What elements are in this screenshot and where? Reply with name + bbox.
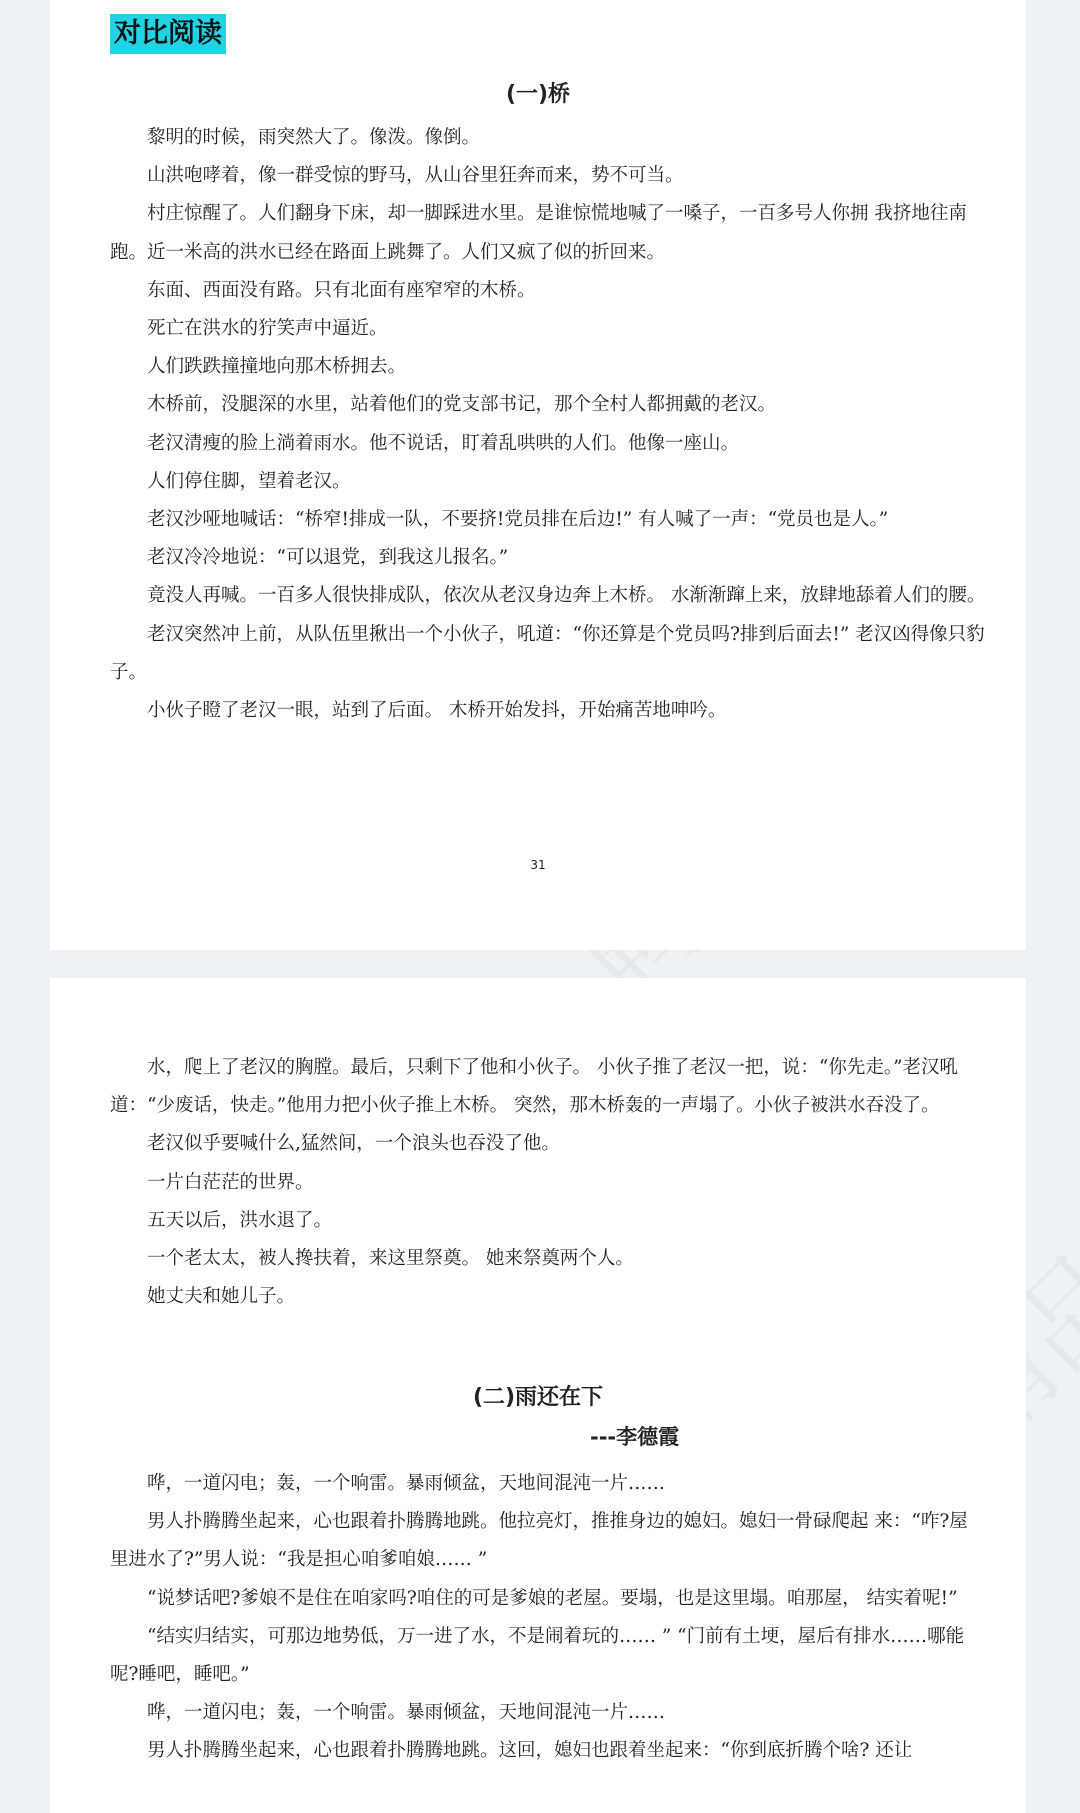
story-2-body	[110, 1465, 986, 1771]
paragraph: 哗，一道闪电；轰，一个响雷。暴雨倾盆，天地间混沌一片……	[147, 1473, 666, 1494]
paragraph: 东面、西面没有路。只有北面有座窄窄的木桥。	[147, 279, 536, 301]
page-number: 31	[530, 858, 546, 872]
paragraph: 老汉清瘦的脸上淌着雨水。他不说话，盯着乱哄哄的人们。他像一座山。	[147, 432, 740, 454]
paragraph: 她丈夫和她儿子。	[147, 1286, 296, 1308]
paragraph: 水，爬上了老汉的胸膛。最后，只剩下了他和小伙子。 小伙子推了老汉一把，说：“你先走。”老汉吼道：“少废话，快走。”他用力把小伙子推上木桥。 突然，那木桥轰的一声塌了。小伙子被洪水吞没了。	[110, 1057, 959, 1117]
section-tag: 对比阅读	[110, 14, 226, 54]
paragraph: 竟没人再喊。一百多人很快排成队，依次从老汉身边奔上木桥。 水渐渐蹿上来，放肆地舔着人们的腰。	[147, 585, 986, 607]
paragraph: 山洪咆哮着，像一群受惊的野马，从山谷里狂奔而来，势不可当。	[147, 165, 684, 187]
paragraph: 老汉突然冲上前，从队伍里揪出一个小伙子，吼道：“你还算是个党员吗?排到后面去!” 老汉凶得像只豹子。	[110, 623, 985, 683]
document-page-1	[50, 0, 1026, 950]
paragraph: 哗，一道闪电；轰，一个响雷。暴雨倾盆，天地间混沌一片……	[147, 1702, 666, 1724]
story-1-body	[110, 119, 986, 730]
paragraph: 老汉似乎要喊什么,猛然间，一个浪头也吞没了他。	[147, 1133, 560, 1155]
paragraph: 男人扑腾腾坐起来，心也跟着扑腾腾地跳。这回，媳妇也跟着坐起来：“你到底折腾个啥? 还让	[147, 1740, 913, 1762]
story-2-author: ---李德霞	[590, 1425, 680, 1449]
paragraph: “结实归结实，可那边地势低，万一进了水，不是闹着玩的…… ” “门前有土埂，屋后有排水……哪能呢?睡吧，睡吧。”	[110, 1625, 965, 1686]
story-2-title: (二)雨还在下	[472, 1385, 604, 1410]
paragraph: 一片白茫茫的世界。	[147, 1171, 314, 1193]
paragraph: 木桥前，没腿深的水里，站着他们的党支部书记，那个全村人都拥戴的老汉。	[147, 394, 777, 416]
paragraph: 五天以后，洪水退了。	[147, 1209, 333, 1231]
paragraph: 一个老太太，被人搀扶着，来这里祭奠。 她来祭奠两个人。	[147, 1248, 634, 1270]
story-1-title: (一)桥	[505, 82, 571, 107]
paragraph: 人们跌跌撞撞地向那木桥拥去。	[147, 356, 407, 378]
paragraph: 小伙子瞪了老汉一眼，站到了后面。 木桥开始发抖，开始痛苦地呻吟。	[147, 700, 727, 722]
paragraph: 老汉冷冷地说：“可以退党，到我这儿报名。”	[147, 547, 509, 569]
paragraph: “说梦话吧?爹娘不是住在咱家吗?咱住的可是爹娘的老屋。要塌，也是这里塌。咱那屋， 结实着呢!”	[147, 1587, 958, 1609]
paragraph: 黎明的时候，雨突然大了。像泼。像倒。	[147, 127, 481, 148]
paragraph: 男人扑腾腾坐起来，心也跟着扑腾腾地跳。他拉亮灯，推推身边的媳妇。媳妇一骨碌爬起 来：“咋?屋里进水了?”男人说：“我是担心咱爹咱娘…… ”	[110, 1511, 968, 1571]
paragraph: 死亡在洪水的狞笑声中逼近。	[147, 318, 388, 340]
paragraph: 人们停住脚，望着老汉。	[147, 470, 351, 492]
story-1-continued	[110, 1049, 986, 1316]
paragraph: 村庄惊醒了。人们翻身下床，却一脚踩进水里。是谁惊慌地喊了一嗓子，一百多号人你拥 我挤地往南跑。近一米高的洪水已经在路面上跳舞了。人们又疯了似的折回来。	[110, 203, 967, 263]
paragraph: 老汉沙哑地喊话：“桥窄!排成一队，不要挤!党员排在后边!” 有人喊了一声：“党员也是人。”	[147, 509, 889, 531]
document-page-2	[50, 978, 1026, 1813]
